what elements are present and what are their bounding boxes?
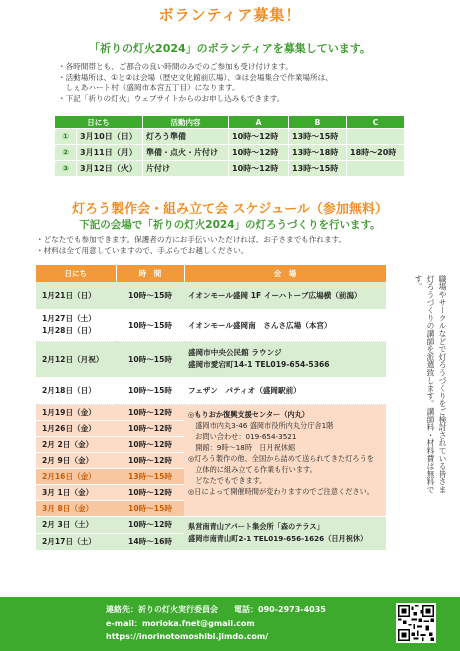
workshop-title: 灯ろう製作会・組み立て会 スケジュール（参加無料） — [72, 202, 388, 217]
volunteer-subtitle: 「祈りの灯火2024」のボランティアを募集しています。 — [89, 42, 371, 55]
row-time: 14時～16時 — [116, 533, 184, 550]
row-time: 13時～15時 — [116, 468, 184, 484]
venue-line: ◎灯ろう製作の他、全国から詰めて送られてきた灯ろうを — [188, 453, 374, 463]
row-slot-b: 13時～18時 — [289, 145, 347, 161]
row-date: 1月26日（金） — [36, 420, 116, 436]
row-slot-c — [347, 129, 405, 145]
row-time: 10時～12時 — [116, 516, 184, 533]
row-date: 1月19日（金） — [36, 404, 116, 420]
row-date: 2月16日（金） — [36, 468, 116, 484]
row-date: 2月17日（土） — [36, 533, 116, 550]
row-slot-b: 13時～15時 — [289, 161, 347, 177]
row-number: ③ — [55, 161, 77, 177]
row-date: 2月 2日（金） — [36, 436, 116, 452]
table-row — [36, 309, 386, 341]
row-date — [36, 309, 116, 341]
table-row — [55, 161, 405, 177]
row-venue: イオンモール盛岡南 さんさ広場（本宮） — [184, 309, 386, 341]
note-line: ・どなたでも参加できます。保護者の方にお手伝いいただければ、お子さまでも作れます。 — [36, 235, 347, 244]
venue-line: 盛岡市内丸3-46 盛岡市役所内丸分庁舎1階 — [188, 420, 334, 430]
volunteer-table — [54, 115, 405, 177]
row-slot-a: 10時～12時 — [229, 145, 289, 161]
header-activity: 活動内容 — [143, 116, 229, 129]
row-time: 10時～15時 — [116, 309, 184, 341]
row-time: 10時～12時 — [116, 452, 184, 468]
table-row — [55, 145, 405, 161]
row-date: 3月10日（日） — [77, 129, 143, 145]
venue-line: 盛岡市南青山町2-1 TEL019-656-1626（日月祝休） — [188, 534, 368, 543]
date-line: 1月27日（土） — [42, 314, 96, 323]
row-date: 1月21日（日） — [36, 282, 116, 309]
row-venue: フェザン パティオ（盛岡駅前） — [184, 377, 386, 404]
table-row — [36, 282, 386, 309]
instructor-dispatch-note: 職場やサークルなどで灯ろうづくりをご検討されている皆さま 灯ろうづくりの講師を派遣致します。講師料・材料費は無料です。 — [414, 275, 447, 502]
header-venue: 会 場 — [184, 265, 386, 282]
recovery-center-venue — [184, 404, 386, 516]
workshop-notes — [36, 235, 436, 256]
row-time: 10時～15時 — [116, 341, 184, 377]
row-activity: 準備・点火・片付け — [143, 145, 229, 161]
date-line: 1月28日（日） — [42, 326, 96, 335]
row-time: 10時～12時 — [116, 436, 184, 452]
row-date: 3月12日（火） — [77, 161, 143, 177]
header-c: C — [347, 116, 405, 129]
table-row — [36, 341, 386, 377]
venue-line: ◎日によって開催時間が変わりますのでご注意ください。 — [188, 486, 374, 496]
website-link[interactable]: https://inorinotomoshibi.jimdo.com/ — [106, 632, 269, 641]
row-slot-a: 10時～12時 — [229, 161, 289, 177]
volunteer-notes — [58, 62, 418, 104]
note-line: ・活動場所は、①と②は会場（歴史文化館前広場）、③は会場集合で作業場所は、 — [58, 72, 333, 82]
note-line: ・下記「祈りの灯火」ウェブサイトからのお申し込みもできます。 — [58, 93, 285, 103]
row-activity: 灯ろう準備 — [143, 129, 229, 145]
email-line[interactable]: e-mail：morioka.fnet@gmail.com — [106, 619, 255, 628]
table-row — [36, 404, 386, 420]
row-date: 3月 1日（金） — [36, 484, 116, 500]
venue-line: お問い合わせ：019-654-3521 — [188, 431, 297, 441]
row-activity: 片付け — [143, 161, 229, 177]
workshop-subtitle: 下記の会場で「祈りの灯火2024」の灯ろうづくりを行います。 — [79, 219, 381, 231]
venue-line: 盛岡市中央公民館 ラウンジ — [188, 348, 282, 357]
row-time: 10時～12時 — [116, 484, 184, 500]
row-number: ① — [55, 129, 77, 145]
venue-line: 立体的に組み立てる作業も行います。 — [188, 464, 317, 474]
volunteer-title: ボランティア募集！ — [158, 6, 302, 24]
row-date: 2月 3日（土） — [36, 516, 116, 533]
row-slot-b: 13時～15時 — [289, 129, 347, 145]
row-date: 2月18日（日） — [36, 377, 116, 404]
table-row — [55, 129, 405, 145]
row-venue: イオンモール盛岡 1F イーハトーブ広場横（前潟） — [184, 282, 386, 309]
venue-line: ◎もりおか復興支援センター（内丸） — [188, 409, 309, 419]
venue-line: 県営南青山アパート集会所「森のテラス」 — [188, 522, 324, 531]
row-venue — [184, 341, 386, 377]
row-number: ② — [55, 145, 77, 161]
schedule-table — [36, 265, 387, 551]
terrace-venue — [184, 516, 386, 550]
row-slot-c: 18時～20時 — [347, 145, 405, 161]
qr-code-icon[interactable] — [396, 603, 436, 643]
row-slot-c — [347, 161, 405, 177]
header-b: B — [289, 116, 347, 129]
row-slot-a: 10時～12時 — [229, 129, 289, 145]
header-a: A — [229, 116, 289, 129]
contact-line: 連絡先：祈りの灯火実行委員会 電話：090-2973-4035 — [106, 605, 326, 614]
table-row — [36, 516, 386, 533]
row-time: 10時～15時 — [116, 282, 184, 309]
row-time: 10時～12時 — [116, 420, 184, 436]
header-time: 時 間 — [116, 265, 184, 282]
row-date: 2月 9日（金） — [36, 452, 116, 468]
note-line: しぇあハート村（盛岡市本宮五丁目）になります。 — [58, 83, 240, 92]
row-date: 3月 8日（金） — [36, 500, 116, 516]
venue-line: 盛岡市愛宕町14-1 TEL019-654-5366 — [188, 360, 330, 369]
row-time: 10時～12時 — [116, 404, 184, 420]
note-line: ・各時間帯とも、ご都合の良い時間のみでのご参加も受け付けます。 — [58, 62, 293, 71]
contact-footer — [0, 597, 460, 651]
row-date: 2月12日（月祝） — [36, 341, 116, 377]
venue-line: 開館：9時～18時 日月祝休館 — [188, 442, 296, 452]
header-date: 日にち — [55, 116, 143, 129]
row-date: 3月11日（月） — [77, 145, 143, 161]
note-line: ・材料は全て用意していますので、手ぶらでお越しください。 — [36, 245, 249, 255]
header-date: 日にち — [36, 265, 116, 282]
row-time: 10時～15時 — [116, 377, 184, 404]
row-time: 10時～15時 — [116, 500, 184, 516]
table-row — [36, 377, 386, 404]
venue-line: どなたでもできます。 — [188, 475, 267, 485]
